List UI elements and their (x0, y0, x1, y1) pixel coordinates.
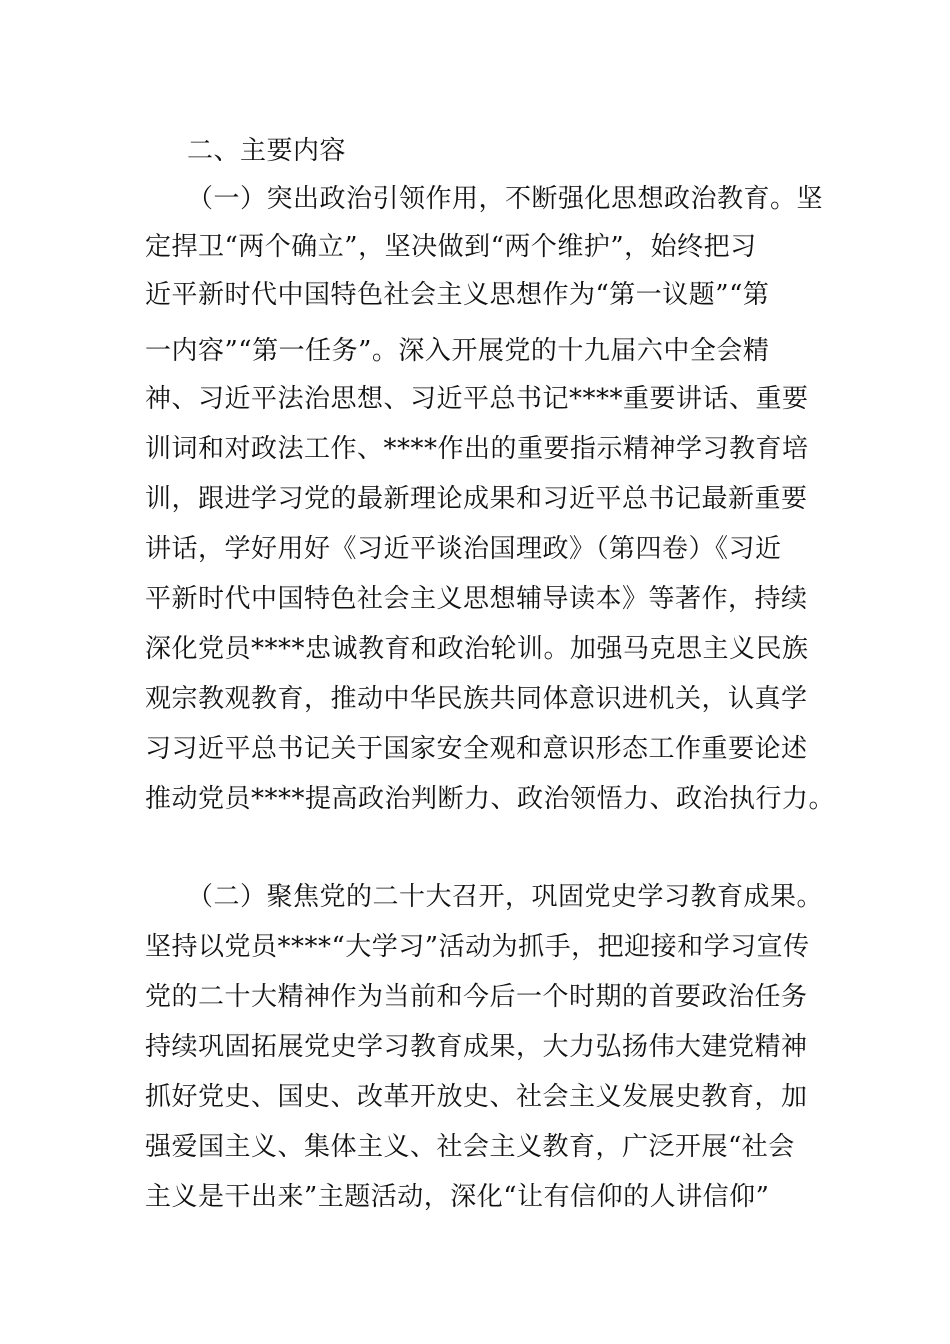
paragraph-2-line: （二）聚焦党的二十大召开，巩固党史学习教育成果。 (187, 882, 824, 912)
paragraph-1-line: 观宗教观教育，推动中华民族共同体意识进机关，认真学 (145, 684, 808, 714)
paragraph-1-line: 训，跟进学习党的最新理论成果和习近平总书记最新重要 (145, 484, 808, 514)
paragraph-1-line: 近平新时代中国特色社会主义思想作为“第一议题”“第 (145, 280, 770, 310)
paragraph-2-line: 强爱国主义、集体主义、社会主义教育，广泛开展“社会 (145, 1132, 795, 1162)
paragraph-1-line: 推动党员****提高政治判断力、政治领悟力、政治执行力。 (145, 784, 836, 814)
paragraph-2-line: 主义是干出来”主题活动，深化“让有信仰的人讲信仰” (145, 1182, 770, 1212)
paragraph-1-line: 讲话，学好用好《习近平谈治国理政》（第四卷）《习近 (145, 534, 782, 564)
paragraph-1-line: 定捍卫“两个确立”，坚决做到“两个维护”，始终把习 (145, 232, 757, 262)
paragraph-1-line: （一）突出政治引领作用，不断强化思想政治教育。坚 (187, 184, 824, 214)
paragraph-2-line: 抓好党史、国史、改革开放史、社会主义发展史教育，加 (145, 1082, 808, 1112)
paragraph-1-line: 一内容”“第一任务”。深入开展党的十九届六中全会精 (145, 336, 770, 366)
paragraph-2-line: 持续巩固拓展党史学习教育成果，大力弘扬伟大建党精神 (145, 1032, 808, 1062)
paragraph-2-line: 党的二十大精神作为当前和今后一个时期的首要政治任务 (145, 982, 808, 1012)
paragraph-1-line: 训词和对政法工作、****作出的重要指示精神学习教育培 (145, 434, 809, 464)
paragraph-1-line: 神、习近平法治思想、习近平总书记****重要讲话、重要 (145, 384, 809, 414)
paragraph-1-line: 平新时代中国特色社会主义思想辅导读本》等著作，持续 (145, 584, 808, 614)
paragraph-1-line: 深化党员****忠诚教育和政治轮训。加强马克思主义民族 (145, 634, 809, 664)
paragraph-2-line: 坚持以党员****“大学习”活动为抓手，把迎接和学习宣传 (145, 932, 810, 962)
paragraph-1-line: 习习近平总书记关于国家安全观和意识形态工作重要论述 (145, 734, 808, 764)
section-heading: 二、主要内容 (187, 136, 347, 166)
